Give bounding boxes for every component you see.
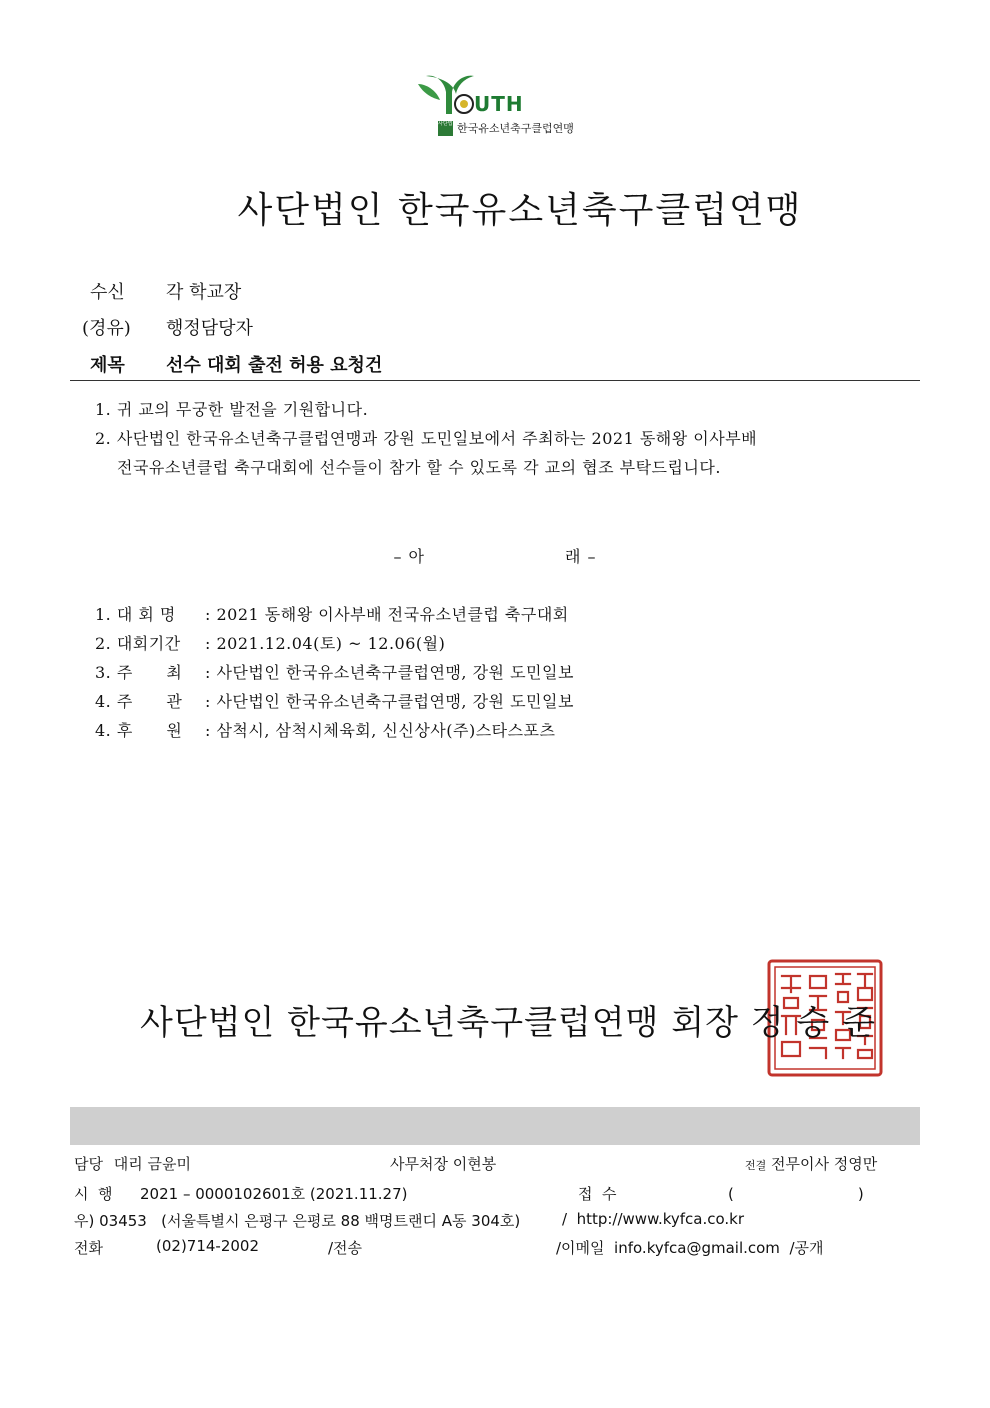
issue-value: 2021 – 0000102601호 (2021.11.27) <box>140 1185 408 1203</box>
subject-row <box>90 351 382 377</box>
detail-value: : 사단법인 한국유소년축구클럽연맹, 강원 도민일보 <box>205 663 574 682</box>
logo-word: UTH <box>474 92 524 116</box>
detail-row <box>95 602 569 625</box>
staff-value: 대리 금윤미 <box>113 1155 191 1173</box>
detail-key: 2. 대회기간 <box>95 634 181 653</box>
org-logo <box>416 70 586 142</box>
receipt-label: 접 수 <box>578 1185 617 1203</box>
fax-label: /전송 <box>328 1239 363 1257</box>
logo-badge: 사단법인 <box>438 121 453 136</box>
detail-key: 1. 대 회 명 <box>95 605 176 624</box>
footer-bar <box>70 1107 920 1145</box>
secretary-entry: 사무처장 이현봉 <box>390 1155 497 1173</box>
document-title: 사단법인 한국유소년축구클럽연맹 <box>237 190 803 231</box>
detail-value: : 2021 동해왕 이사부배 전국유소년클럽 축구대회 <box>205 605 569 624</box>
via-label: (경유) <box>82 318 131 339</box>
via-row <box>82 314 253 340</box>
receipt-value: ( ) <box>728 1185 864 1203</box>
approver-value: 전무이사 정영만 <box>771 1155 878 1173</box>
website-link[interactable]: / http://www.kyfca.co.kr <box>562 1210 745 1228</box>
detail-key: 4. 주 관 <box>95 692 183 711</box>
leaf-ball-icon <box>416 70 476 118</box>
recipient-row <box>90 278 241 304</box>
issue-label: 시 행 <box>74 1185 113 1203</box>
issue-entry <box>74 1183 408 1204</box>
detail-row <box>95 718 555 741</box>
detail-row <box>95 631 445 654</box>
phone-value: (02)714-2002 <box>156 1237 260 1255</box>
separator-left: – 아 <box>393 547 425 566</box>
body-line-2: 2. 사단법인 한국유소년축구클럽연맹과 강원 도민일보에서 주최하는 2021 동해왕 이사부배 <box>95 429 758 448</box>
detail-key: 3. 주 최 <box>95 663 183 682</box>
approval-label: 전결 <box>745 1159 767 1172</box>
logo-subtitle <box>438 120 574 136</box>
approval-entry <box>745 1153 877 1174</box>
staff-label: 담당 <box>74 1155 103 1173</box>
staff-entry <box>74 1153 191 1174</box>
email-entry[interactable]: /이메일 info.kyfca@gmail.com /공개 <box>556 1239 824 1257</box>
header-divider <box>70 380 920 381</box>
details-separator <box>0 544 990 567</box>
via-value: 행정담당자 <box>166 318 253 339</box>
postal-address: 우) 03453 (서울특별시 은평구 은평로 88 백명트랜디 A동 304호) <box>74 1212 521 1230</box>
body-line-3: 전국유소년클럽 축구대회에 선수들이 참가 할 수 있도록 각 교의 협조 부탁드립니다. <box>117 458 721 477</box>
signature-line: 사단법인 한국유소년축구클럽연맹 회장 정 승 준 <box>140 1003 876 1043</box>
detail-value: : 삼척시, 삼척시체육회, 신신상사(주)스타스포츠 <box>205 721 556 740</box>
receipt-entry <box>578 1183 864 1204</box>
logo-org-name: 한국유소년축구클럽연맹 <box>457 122 574 135</box>
recipient-label: 수신 <box>90 282 125 303</box>
body-line-1: 1. 귀 교의 무궁한 발전을 기원합니다. <box>95 400 369 419</box>
detail-row <box>95 689 574 712</box>
detail-value: : 사단법인 한국유소년축구클럽연맹, 강원 도민일보 <box>205 692 574 711</box>
detail-row <box>95 660 574 683</box>
detail-key: 4. 후 원 <box>95 721 183 740</box>
recipient-value: 각 학교장 <box>166 282 242 303</box>
subject-value: 선수 대회 출전 허용 요청건 <box>166 355 383 376</box>
subject-label: 제목 <box>90 355 125 376</box>
phone-label: 전화 <box>74 1239 103 1257</box>
detail-value: : 2021.12.04(토) ~ 12.06(월) <box>205 634 446 653</box>
separator-right: 래 – <box>565 547 597 566</box>
